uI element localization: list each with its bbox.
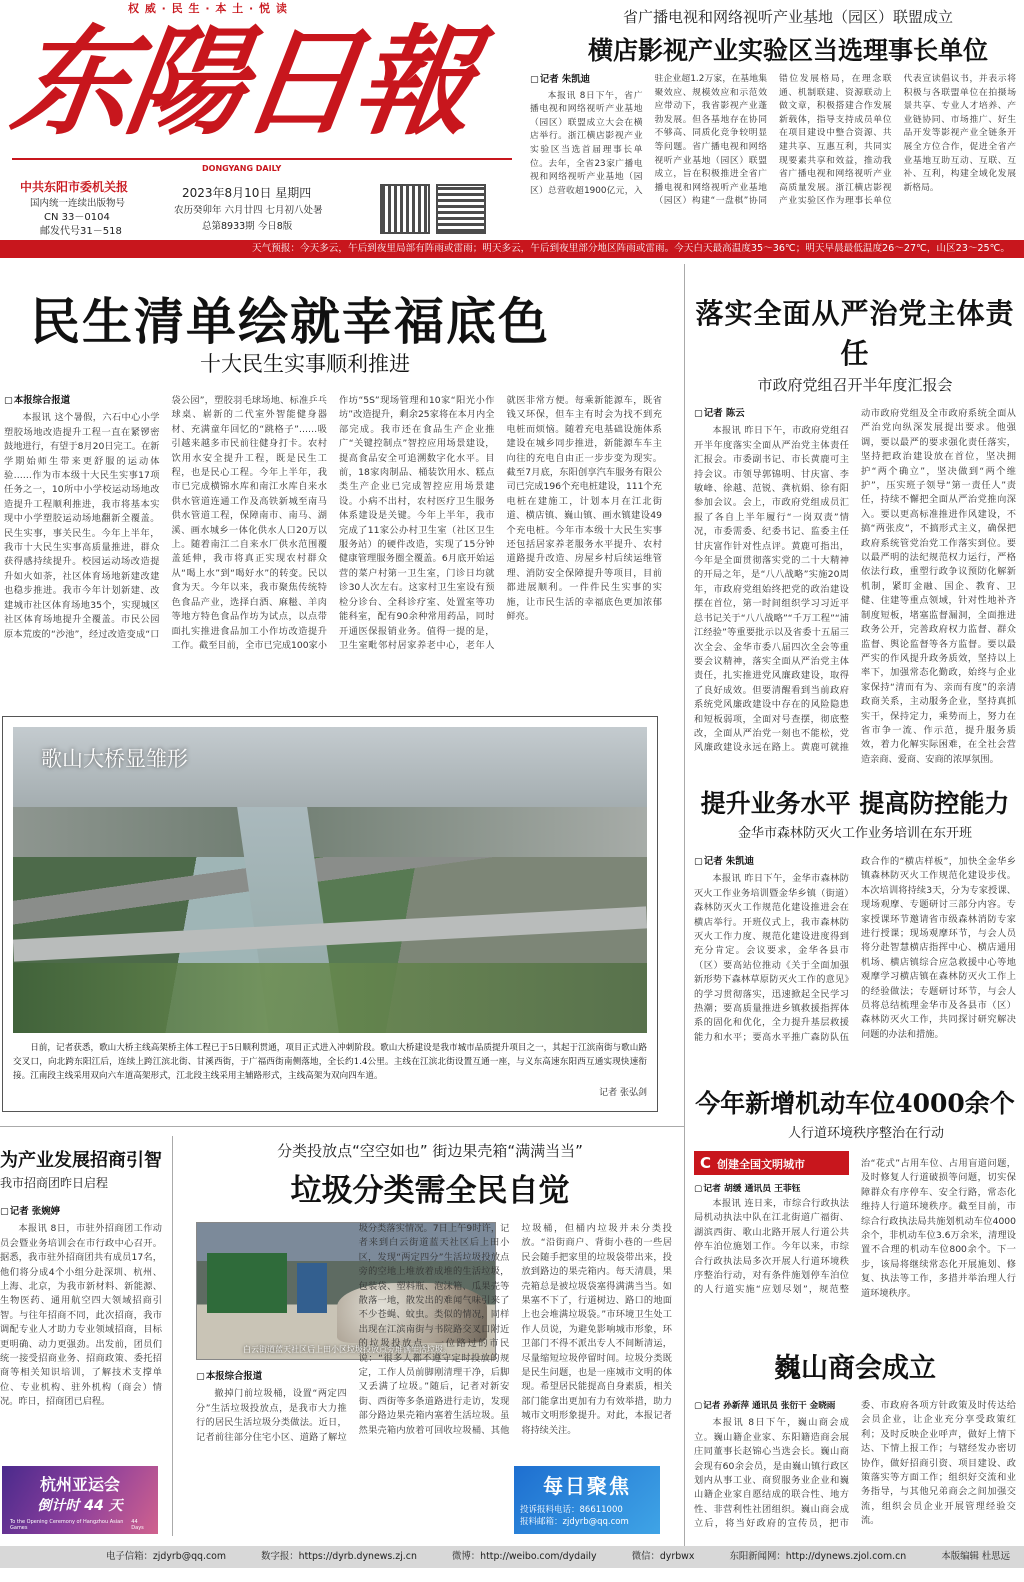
fire-story xyxy=(694,784,1016,1076)
garbage-story xyxy=(184,1140,676,1540)
civic-c-icon: C xyxy=(700,1154,712,1172)
masthead-title: 东陽日報 xyxy=(4,12,480,151)
top-story-kicker: 省广播电视和网络视听产业基地（园区）联盟成立 xyxy=(622,8,953,26)
daily-focus-email: 报料邮箱：zjdyrb@qq.com xyxy=(520,1517,629,1527)
civic-tag xyxy=(694,1151,849,1175)
photo-title: 歌山大桥显雏形 xyxy=(41,747,188,771)
daily-focus-ad xyxy=(514,1466,660,1534)
commerce-story xyxy=(694,1346,1016,1542)
lead-story xyxy=(0,262,668,710)
top-story-text: 本报讯 8日下午，省广播电视和网络视听产业基地（园区）联盟成立大会在横店举行。浙江横店影视产业实验区当选首届理事长单位。去年，全省23家广播电视和网络视听产业基地（园区）总营收超1900亿元，入驻企业超1.2万家，在基地集聚效应、规模效应和示范效应带动下，我省影视产业蓬勃发展。但各基地存在协同不够高、同质化竞争较明显等问题。省广播电视和网络视听产业基地（园区）联盟成立，旨在积极推进全省广播电视和网络视听产业基地（园区）构建“一盘棋”协同错位发展格局，在理念联通、机制联建、资源联动上做文章，积极搭建合作发展新载体，指导支持成员单位在项目建设中整合资源、共建共享、互惠互利，共同实现要素共享和效益，推动我省广播电视和网络视听产业高质量发展。浙江横店影视产业实验区作为理事长单位代表宣读倡议书，并表示将积极与各联盟单位在拍摄场景共享、专业人才培养、产业链协同、市场推广、好生品开发等影视产业全链条开展全方位合作，促进全省产业基地互助互动、互联、互补、互利，构建全域化发展新格局。 xyxy=(530,74,1016,207)
masthead-postal: 邮发代号31－518 xyxy=(40,226,122,237)
photo-box xyxy=(2,716,658,1112)
party-byline: ▢ 记者 陈云 xyxy=(694,407,849,421)
party-body xyxy=(694,407,1016,791)
lead-body xyxy=(0,394,668,680)
footer-weibo: 微博：http://weibo.com/dydaily xyxy=(452,1551,597,1562)
garbage-photo-caption: 白云街道蓝天社区后上田小区垃圾投放点旁堆满生活垃圾。 xyxy=(243,1345,451,1354)
invest-text: 本报讯 8日，市驻外招商团工作动员会暨业务培训会在市行政中心召开。据悉，我市驻外招商团共有成员17名，他们将分成4个小组分赴深圳、杭州、上海、北京，为我市新材料、新能源、生物医药、通用航空四大领域招商引智。与往年招商不同，此次招商，我市调配专业人才助力专业领域招商，目标更明确、动力更强劲。出发前，团员们统一接受招商业务、招商政策、委托招商等相关知识培训，了解技术支撑单位、专业机构、驻外机构（商会）情况。昨日，招商团已启程。 xyxy=(0,1223,162,1408)
top-story-title: 横店影视产业实验区当选理事长单位 xyxy=(587,36,988,65)
top-story-body xyxy=(530,73,1016,231)
masthead-cn: CN 33－0104 xyxy=(44,212,110,223)
invest-subtitle: 我市招商团昨日启程 xyxy=(0,1176,109,1190)
footer-web: 东阳新闻网：http://dynews.zjol.com.cn xyxy=(729,1551,907,1562)
commerce-title: 巍山商会成立 xyxy=(774,1353,936,1384)
lead-text: 本报讯 这个暑假，六石中心小学塑胶场地改造提升工程一直在紧锣密鼓地进行，有望于8月20日完工。在新学期始师生带来更舒服的运动体验……作为市本级十大民生实事17项任务之一，10所中小学校运动场地改造提升工程顺利推进，我市将基本实现中小学塑胶运动场地翻新全覆盖。民生实事，事关民生。今年上半年，我市十大民生实事高质量推进，群众获得感持续提升。校园运动场改造提升如火如荼，社区体育场地新建改建也稳步推进。我市今年计划新建、改建城市社区体育场地35个，实现城区社区体育场地提升全覆盖。市民公园原本荒废的“沙池”，经过改造变成“口袋公园”，塑胶羽毛球场地、标准乒乓球桌、崭新的二代室外智能健身器材、充满童年回忆的“跳格子”……吸引越来越多市民前往健身打卡。农村饮用水安全提升工程，既是民生工程，也是民心工程。今年上半年，我市已完成横锦水库和南江水库自来水供水管道连通工作及高铁新城至南马供水管道工程，保障南市、南马、湖溪、画水城乡一体化供水人口20万以上。随着南江二自来水厂供水范围覆盖延伸，我市将真正实现农村群众从“喝上水”到“喝好水”的转变。民以食为天。今年以来，我市聚焦传统特色食品产业，选择白酒、麻糍、羊肉等地方特色食品作坊为试点，以点带面扎实推进食品加工小作坊改造提升工作。截至目前，全市已完成100家小作坊“5S”现场管理和10家“阳光小作坊”改造提升，剩余25家将在本月内全部完成。我市还在食品生产企业推广“关键控制点”智控应用场景建设，提高食品安全可追溯数字化水平。目前，18家肉制品、桶装饮用水、糕点类生产企业已完成智控应用场景建设。小病不出村，农村医疗卫生服务体系建设是关键。今年上半年，我市完成了11家公办村卫生室（社区卫生服务站）的硬件改造，实现了15分钟健康管理服务圈全覆盖。6月底开始运营的菜户村第一卫生室，门诊日均就诊30人次左右。这家村卫生室设有预检分诊台、全科诊疗室、处置室等功能科室，配有90余种常用药品，同时开通医保报销业务。值得一提的是，卫生室毗邻村居家养老中心，老年人就医非常方便。每乘新能源车，既省钱又环保，但车主有时会为找不到充电桩而烦恼。随着充电基础设施体系建设在城乡同步推进，新能源车车主向往的充电自由正一步步变为现实。截至7月底，东阳创享汽车服务有限公司已完成196个充电桩建设，111个充电桩在建施工，计划本月在江北街道、横店镇、巍山镇、画水镇建设49个充电桩。今年市本级十大民生实事还包括居家养老服务水平提升、农村道路提升改造、房屋乡村后续运维管理、消防安全保障提升等项目，目前都进展顺利。一件件民生实事的实施，让市民生活的幸福底色更加浓郁鲜亮。 xyxy=(4,395,662,651)
garbage-text: 撤掉门前垃圾桶，设置“两定四分”生活垃圾投放点，是我市大力推行的居民生活垃圾分类做法。近日，记者前往部分住宅小区、道路了解垃圾分类落实情况。7日上午9时许，记者来到白云街道蓝天社区后上田小区，发现“两定四分”生活垃圾投放点旁的空地上堆放着成堆的生活垃圾，包装袋、塑料瓶、泡沫箱、瓜果壳等散落一地，散发出的难闻气味引来了不少苍蝇、蚊虫。类似的情况，同样出现在江滨南街与书院路交叉口附近的垃圾投放点。一位路过的市民说：“很多人都不遵守定时投放的规定，工作人员前脚刚清理干净，后脚又丢满了垃圾。”随后，记者对新安街、西街等多条道路进行走访，发现部分路边果壳箱内塞着生活垃圾。虽然果壳箱内放着可回收垃圾桶、其他垃圾桶，但桶内垃圾并未分类投放。“沿街商户、背街小巷的一些居民会随手把家里的垃圾袋带出来，投放到路边的果壳箱内。每天清晨，果壳箱总是被垃圾袋塞得满满当当。如果塞不下了，行道树边、路口的地面上也会堆满垃圾袋。”市环境卫生处工作人员说，为避免影响城市形象，环卫部门不得不派出专人不间断清运，尽量缩短垃圾停留时间。垃圾分类既是民生问题，也是一座城市文明的体现。希望居民能提高自身素质，相关部门能拿出更加有力有效举措，助力城市文明形象提升。对此，本报记者将持续关注。 xyxy=(196,1223,672,1443)
commerce-body xyxy=(694,1399,1016,1533)
footer-digital: 数字报：https://dyrb.dynews.zj.cn xyxy=(261,1551,417,1562)
parking-byline: ▢ 记者 胡缓 通讯员 王菲钰 xyxy=(694,1181,849,1194)
lead-title: 民生清单绘就幸福底色 xyxy=(30,292,550,351)
invest-title: 为产业发展招商引智 xyxy=(0,1150,162,1171)
footer-wechat: 微信：dyrbwx xyxy=(631,1551,695,1562)
lead-byline: ▢ 本报综合报道 xyxy=(4,394,160,408)
photo-caption: 日前，记者获悉，歌山大桥主线高架桥主体工程已于5日顺利贯通，项目正式进入冲刺阶段。歌山大桥建设是我市城市品质提升项目之一，其起于江滨南街与歌山路交叉口，向北跨东阳江后，连续上跨江滨北街、甘溪西街，于广福西街南侧落地，全长约1.4公里。主线在江滨北街设置互通一座，与义东高速东阳西互通实现快速衔接。江南段主线采用双向六车道高架形式，江北段主线采用主辅路形式，主线高架为双向四车道。 xyxy=(13,1043,647,1081)
weather-bar xyxy=(0,240,1024,258)
parking-story xyxy=(694,1084,1016,1334)
masthead-organ: 中共东阳市委机关报 xyxy=(20,180,129,194)
commerce-byline: ▢ 记者 孙新萍 通讯员 张衍干 金晓雨 xyxy=(694,1399,849,1413)
lead-subtitle: 十大民生实事顺利推进 xyxy=(200,352,410,376)
masthead-date: 2023年8月10日 星期四 xyxy=(182,186,312,200)
asian-games-en: To the Opening Ceremony of Hangzhou Asian Games xyxy=(10,1519,124,1531)
party-title: 落实全面从严治党主体责任 xyxy=(695,297,1015,370)
masthead-slogan: 权 威 · 民 生 · 本 土 · 悦 读 xyxy=(128,2,288,15)
footer-email: 电子信箱：zjdyrb@qq.com xyxy=(106,1551,226,1562)
parking-title: 今年新增机动车位4000余个 xyxy=(695,1089,1015,1118)
top-story-byline: ▢ 记者 朱凯迪 xyxy=(530,73,643,87)
masthead-lunar: 农历癸卯年 六月廿四 七月初八处暑 xyxy=(174,205,323,216)
commerce-text: 本报讯 8日下午，巍山商会成立。巍山籍企业家、东阳籍造商会展庄同董事长赵锦心当选会长。巍山商会现有60余会员，是由巍山镇行政区划内从事工业、商贸服务业企业和巍山籍企业家自愿结成的联合性、地方性、非营利性社团组织。巍山商会成立后，将当好政府的宣传员，把市委、市政府各项方针政策及时传达给会员企业，让企业充分享受政策红利；及时反映企业呼声，做好上情下达、下情上报工作；与辖经发办密切协作，做好招商引资、项目建设、政策落实等方面工作；组织好交流和业务指导，与其他兄弟商会之间加强交流，组织会员企业开展管理经验交流。 xyxy=(694,1400,1016,1530)
invest-byline: ▢ 记者 张婉婷 xyxy=(0,1205,162,1219)
footer xyxy=(0,1546,1024,1568)
parking-subtitle: 人行道环境秩序整治在行动 xyxy=(787,1126,944,1141)
masthead-issue: 总第8933期 今日8版 xyxy=(202,221,293,232)
masthead xyxy=(0,0,540,236)
qr-code-2 xyxy=(436,184,486,234)
footer-editor: 本版编辑 杜思远 xyxy=(941,1551,1010,1562)
asian-games-countdown: 倒计时 44 天 xyxy=(37,1498,123,1514)
fire-text: 本报讯 昨日下午，金华市森林防灭火工作业务培训暨金华乡镇（街道）森林防灭火工作规范化建设推进会在横店举行。开班仪式上，我市森林防灭火工作力度、规范化建设进度得到充分肯定。会议要求，金华各县市（区）要高站位推动《关于全面加强新形势下森林草原防灭火工作的意见》的学习贯彻落实，迅速掀起全民学习热潮；要高质量推进乡镇救援指挥体系的固化和优化，全力提升基层救援能力和水平；要高水平推广森防队伍政合作的“横店样板”，加快全金华乡镇森林防灭火工作规范化建设步伐。本次培训将持续3天，分为专家授课、现场观摩、专题研讨三部分内容。专家授课环节邀请省市级森林消防专家进行授课；现场观摩环节，与会人员将分赴智慧横店指挥中心、横店通用机场、横店镇综合应急救援中心等地观摩学习横店镇在森林防灭火工作上的经验做法；专题研讨环节，与会人员将总结梳理金华市及各县市（区）森林防灭火工作，共同探讨研究解决问题的办法和措施。 xyxy=(694,856,1016,1043)
fire-title: 提升业务水平 提高防控能力 xyxy=(700,789,1010,818)
garbage-kicker: 分类投放点“空空如也” 街边果壳箱“满满当当” xyxy=(277,1142,583,1160)
masthead-pinyin: DONGYANG DAILY xyxy=(202,164,282,173)
photo-credit: 记者 张弘剑 xyxy=(599,1088,647,1098)
bridge-photo xyxy=(13,727,647,1033)
weather-text: 天气预报：今天多云，午后到夜里局部有阵雨或雷雨；明天多云，午后到夜里部分地区阵雨或雷雨。今天白天最高温度35～36℃；明天早晨最低温度26～27℃，山区23～25℃。 xyxy=(252,243,1010,254)
party-story xyxy=(694,292,1016,765)
fire-subtitle: 金华市森林防灭火工作业务培训在东开班 xyxy=(737,826,972,841)
fire-byline: ▢ 记者 朱凯迪 xyxy=(694,855,849,869)
party-subtitle: 市政府党组召开半年度汇报会 xyxy=(757,376,953,394)
invest-story xyxy=(0,1146,162,1460)
invest-body xyxy=(0,1205,162,1439)
garbage-byline: ▢ 本报综合报道 xyxy=(196,1370,347,1384)
top-story xyxy=(530,6,1016,236)
asian-games-title: 杭州亚运会 xyxy=(39,1475,120,1494)
party-text: 本报讯 昨日下午，市政府党组召开半年度落实全面从严治党主体责任汇报会。市委副书记、市长黄鹿可主持会议。市领导郭锦明、甘庆富、李敏峰、徐越、范锐、龚杭娟、徐有阳参加会议。会上，市政府党组成员汇报了各自上半年履行“一岗双责”情况，市委需委、纪委书记、监委主任甘庆富作针对性点评。黄鹿可指出，今年是全面贯彻落实党的二十大精神的开局之年，是“八八战略”实施20周年，市政府党组始终把党的政治建设摆在首位，第一时间组织学习习近平总书记关于“八八战略”“千万工程”“浦江经验”等重要批示以及省委十五届三次全会、金华市委八届四次全会等重要会议精神，落实全面从严治党主体责任，扎实推进党风廉政建设，取得了良好成效。但要清醒看到当前政府系统党风廉政建设中存在的风险隐患和短板弱项，全面对号查摆，彻底整改，全面从严治党一刻也不能松，党风廉政建设永远在路上。黄鹿可就推动市政府党组及全市政府系统全面从严治党向纵深发展提出要求。他强调，要以最严的要求强化责任落实，坚持把政治建设放在首位，坚决拥护“两个确立”，坚决做到“两个维护”，压实班子领导“第一责任人”责任，持续不懈把全面从严治党推向深入。要以更高标准推进作风建设，不搞“两张皮”，不搞形式主义，确保把政府系统管党治党工作落实到位。要以最严明的法纪规范权力运行，严格依法行政，重塑行政争议预防化解新机制，紧盯金融、国企、教育、卫健、住建等重点领域，针对性地补齐制度短板，堵塞监督漏洞，全面推进政务公开，完善政府权力监督、群众监督、舆论监督等各方监督。要以最严实的作风提升政务质效，坚持以上率下，加强常态化勤政，始终与企业家保持“清而有为、亲而有度”的亲清政商关系，主动服务企业，坚持真抓实干，保持定力，乘势而上，努力在省市争一流、作示范，提升服务质效，着力化解实际困难，在全社会营造亲商、爱商、安商的浓厚氛围。 xyxy=(694,408,1016,765)
daily-focus-hotline: 投诉报料电话：86611000 xyxy=(520,1505,623,1515)
civic-tag-label: 创建全国文明城市 xyxy=(717,1158,806,1171)
masthead-serial: 国内统一连续出版物号 xyxy=(30,198,126,209)
asian-games-ad xyxy=(2,1466,158,1534)
daily-focus-title: 每日聚焦 xyxy=(543,1474,631,1498)
parking-text: 本报讯 连日来，市综合行政执法局机动执法中队在江北街道广福街、湖滨西街、歌山北路开展人行道公共停车泊位施划工作。今年以来，市综合行政执法局多次开展人行道环境秩序整治行动，对有条件施划停车泊位的人行道实施“应划尽划”，规范整治“花式”占用车位、占用盲道问题，及时修复人行道破损等问题，切实保障群众有序停车、安全行路，常态化维持人行道环境秩序。截至目前，市综合行政执法局共施划机动车位4000余个，非机动车位3.6万余米，清理设置不合理的机动车位800余个。下一步，该局将继续常态化开展施划、修复、执法等工作，多措并举治理人行道环境秩序。 xyxy=(694,1158,1016,1299)
garbage-title: 垃圾分类需全民自觉 xyxy=(290,1173,570,1209)
qr-code-1 xyxy=(380,184,430,234)
fire-body xyxy=(694,855,1016,1065)
asian-games-days: 44 Days xyxy=(131,1519,144,1531)
